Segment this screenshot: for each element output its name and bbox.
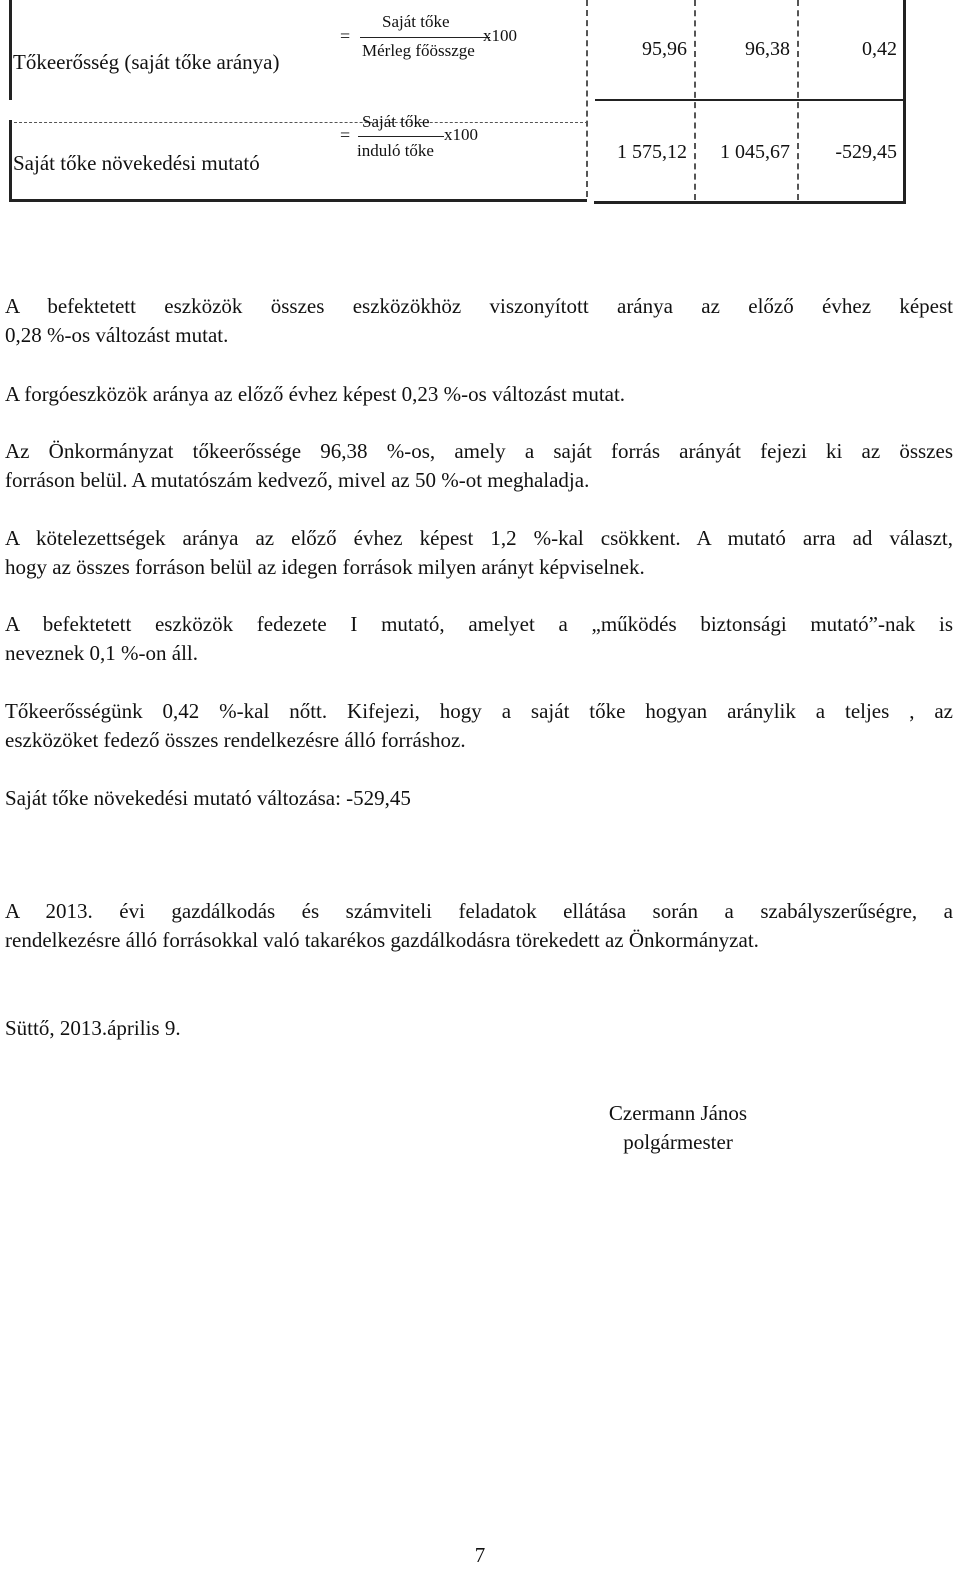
fraction-bar [358, 136, 444, 137]
paragraph-line: 0,28 %-os változást mutat. [5, 323, 229, 347]
table-column-divider [586, 0, 588, 197]
formula-multiplier: x100 [483, 26, 517, 45]
signature-block [560, 1099, 796, 1157]
table-border-left [9, 120, 12, 202]
paragraph [5, 610, 953, 668]
table-row-label: Tőkeerősség (saját tőke aránya) [13, 50, 280, 74]
formula-numerator: Saját tőke [362, 112, 430, 131]
paragraph-line: eszközöket fedező összes rendelkezésre álló forráshoz. [5, 728, 466, 752]
paragraph-line: rendelkezésre álló forrásokkal való takarékos gazdálkodásra törekedett az Önkormányzat. [5, 928, 759, 952]
signer-name: Czermann János [608, 1101, 748, 1125]
paragraph-line: A befektetett eszközök fedezete I mutató, amelyet a „működés biztonsági mutató”-nak is [5, 612, 953, 636]
table-border-right [903, 0, 906, 204]
table-column-divider [694, 0, 696, 200]
table-cell-value: 1 045,67 [720, 141, 790, 163]
paragraph-line: A kötelezettségek aránya az előző évhez képest 1,2 %-kal csökkent. A mutató arra ad választ, [5, 526, 953, 550]
formula [340, 12, 540, 72]
table-border-bottom [9, 199, 587, 202]
table-cell-value: 1 575,12 [617, 141, 687, 163]
table-border-bottom [594, 201, 906, 204]
paragraph [5, 380, 953, 409]
date-place [5, 1014, 953, 1043]
table-row-label: Saját tőke növekedési mutató [13, 151, 260, 175]
table-cell-value: 95,96 [642, 38, 687, 60]
paragraph-line: A befektetett eszközök összes eszközökhöz viszonyított aránya az előző évhez képest [5, 294, 953, 318]
ratio-table [0, 0, 960, 210]
formula-numerator: Saját tőke [382, 12, 450, 31]
table-cell-value: 96,38 [745, 38, 790, 60]
table-cell-value: 0,42 [862, 38, 897, 60]
page-number: 7 [474, 1543, 486, 1567]
paragraph-line: Az Önkormányzat tőkeerőssége 96,38 %-os, amely a saját forrás arányát fejezi ki az összes [5, 439, 953, 463]
paragraph-line: A 2013. évi gazdálkodás és számviteli feladatok ellátása során a szabályszerűségre, a [5, 899, 953, 923]
paragraph-line: Saját tőke növekedési mutató változása: -529,45 [5, 786, 411, 810]
paragraph [5, 784, 953, 813]
formula-equals: = [340, 26, 351, 46]
paragraph [5, 897, 953, 955]
paragraph-line: Tőkeerősségünk 0,42 %-kal nőtt. Kifejezi, hogy a saját tőke hogyan aránylik a teljes , az [5, 699, 953, 723]
paragraph-line: neveznek 0,1 %-on áll. [5, 641, 199, 665]
paragraph [5, 524, 953, 582]
formula-equals: = [340, 125, 351, 145]
paragraph-line: A forgóeszközök aránya az előző évhez képest 0,23 %-os változást mutat. [5, 382, 626, 406]
paragraph-line: forráson belül. A mutatószám kedvező, mivel az 50 %-ot meghaladja. [5, 468, 590, 492]
paragraph [5, 437, 953, 495]
paragraph-line: hogy az összes forráson belül az idegen források milyen arányt képviselnek. [5, 555, 645, 579]
paragraph [5, 292, 953, 350]
paragraph [5, 697, 953, 755]
formula-denominator: Mérleg főösszge [362, 41, 475, 60]
table-cell-value: -529,45 [835, 141, 897, 163]
formula-multiplier: x100 [444, 125, 478, 144]
formula [340, 112, 540, 172]
signer-title: polgármester [623, 1130, 733, 1154]
table-row-divider [595, 99, 906, 101]
paragraph-line: Süttő, 2013.április 9. [5, 1016, 181, 1040]
table-border-left [9, 0, 12, 100]
table-column-divider [797, 0, 799, 200]
formula-denominator: induló tőke [357, 141, 434, 160]
fraction-bar [360, 37, 490, 38]
